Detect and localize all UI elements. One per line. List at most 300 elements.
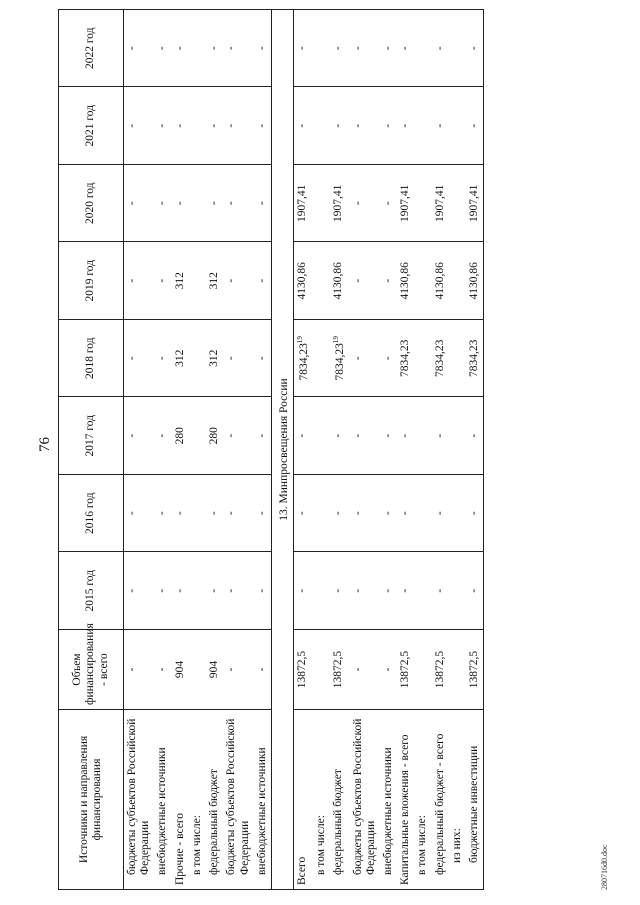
cell-text: 7834,23 — [468, 339, 481, 377]
cell-value — [466, 475, 484, 553]
cell-text: 280 — [173, 427, 186, 445]
cell-value — [313, 397, 330, 475]
cell-value — [449, 165, 466, 243]
cell-value — [189, 320, 206, 398]
cell-text: - — [433, 588, 446, 593]
cell-value — [294, 630, 314, 710]
cell-text: - — [156, 667, 169, 672]
cell-text: - — [399, 588, 412, 593]
cell-value — [206, 10, 223, 88]
col-header-2020: 2020 год — [59, 165, 124, 243]
cell-text: - — [255, 278, 268, 283]
cell-value — [223, 630, 253, 710]
cell-value — [397, 87, 414, 165]
cell-value — [154, 10, 171, 88]
section-heading-body — [271, 10, 293, 890]
cell-value — [313, 552, 330, 630]
cell-text: 4130,86 — [399, 262, 412, 300]
cell-value — [313, 10, 330, 88]
cell-value — [254, 552, 272, 630]
cell-value — [124, 165, 155, 243]
cell-text: - — [208, 588, 221, 593]
cell-value — [254, 165, 272, 243]
cell-value — [330, 475, 349, 553]
cell-value — [189, 397, 206, 475]
cell-value — [350, 475, 380, 553]
cell-value — [397, 475, 414, 553]
cell-value — [350, 397, 380, 475]
cell-value — [350, 87, 380, 165]
cell-value — [414, 475, 431, 553]
cell-value — [254, 10, 272, 88]
cell-value — [294, 475, 314, 553]
cell-value — [380, 10, 397, 88]
cell-value — [223, 397, 253, 475]
cell-value — [294, 320, 314, 398]
table-body-part2 — [294, 10, 484, 890]
cell-value — [449, 630, 466, 710]
cell-value — [313, 475, 330, 553]
cell-text: - — [332, 588, 345, 593]
col-header-2019: 2019 год — [59, 242, 124, 320]
table-row — [466, 10, 484, 890]
cell-value — [397, 630, 414, 710]
cell-value — [223, 320, 253, 398]
cell-value — [189, 475, 206, 553]
cell-text: - — [351, 511, 364, 516]
cell-value — [466, 630, 484, 710]
row-label: федеральный бюджет - всего — [432, 710, 449, 890]
cell-text: - — [173, 201, 186, 206]
cell-value — [172, 10, 189, 88]
cell-text: - — [468, 46, 481, 51]
cell-text: - — [173, 46, 186, 51]
cell-text: - — [255, 511, 268, 516]
cell-value — [313, 87, 330, 165]
cell-text: - — [173, 123, 186, 128]
cell-value — [432, 552, 449, 630]
cell-value — [350, 552, 380, 630]
cell-text: - — [225, 278, 238, 283]
cell-value — [414, 10, 431, 88]
table-row — [294, 10, 314, 890]
row-label: бюджеты субъектов Российской Федерации — [350, 710, 380, 890]
cell-value — [223, 87, 253, 165]
cell-value — [330, 242, 349, 320]
cell-value — [172, 320, 189, 398]
cell-text: - — [351, 46, 364, 51]
cell-value — [330, 320, 349, 398]
cell-value — [350, 630, 380, 710]
cell-value — [449, 320, 466, 398]
cell-text: - — [381, 46, 394, 51]
table-row — [414, 10, 431, 890]
cell-value — [206, 630, 223, 710]
cell-text: - — [208, 511, 221, 516]
cell-text: - — [225, 511, 238, 516]
cell-value — [206, 397, 223, 475]
cell-text: 312 — [173, 349, 186, 367]
cell-text: 7834,23 — [433, 339, 446, 377]
cell-value — [449, 10, 466, 88]
cell-value — [172, 165, 189, 243]
cell-value — [330, 630, 349, 710]
cell-value — [414, 87, 431, 165]
col-header-2021: 2021 год — [59, 87, 124, 165]
cell-value — [189, 630, 206, 710]
cell-value — [313, 242, 330, 320]
cell-value — [254, 630, 272, 710]
cell-value — [432, 630, 449, 710]
cell-text: 904 — [173, 660, 186, 679]
cell-text: - — [351, 356, 364, 361]
cell-value — [154, 630, 171, 710]
rotated-table-container — [58, 10, 640, 890]
cell-value — [294, 165, 314, 243]
cell-text: - — [156, 278, 169, 283]
table-row — [172, 10, 189, 890]
cell-value — [380, 397, 397, 475]
cell-text: - — [173, 511, 186, 516]
cell-text: - — [381, 278, 394, 283]
cell-value — [313, 320, 330, 398]
cell-value — [397, 397, 414, 475]
cell-text: - — [351, 588, 364, 593]
cell-text: - — [173, 588, 186, 593]
col-header-2018: 2018 год — [59, 320, 124, 398]
cell-text: 13872,5 — [399, 650, 412, 689]
cell-value — [189, 552, 206, 630]
table-row — [397, 10, 414, 890]
cell-value — [206, 552, 223, 630]
cell-value — [154, 87, 171, 165]
cell-text: - — [468, 433, 481, 438]
cell-value — [432, 87, 449, 165]
table-row — [449, 10, 466, 890]
cell-text: - — [225, 123, 238, 128]
cell-text: - — [255, 123, 268, 128]
cell-value — [206, 242, 223, 320]
cell-text: 13872,5 — [332, 650, 345, 689]
cell-text: - — [255, 356, 268, 361]
table-row — [206, 10, 223, 890]
cell-text: 13872,5 — [468, 650, 481, 689]
cell-value — [350, 242, 380, 320]
cell-value — [466, 320, 484, 398]
table-row — [223, 10, 253, 890]
cell-value — [432, 242, 449, 320]
cell-value — [449, 397, 466, 475]
cell-text: 4130,86 — [433, 262, 446, 300]
cell-text: 4130,86 — [468, 262, 481, 300]
cell-value — [124, 475, 155, 553]
table-row — [154, 10, 171, 890]
cell-text: - — [296, 511, 309, 516]
cell-value — [330, 552, 349, 630]
cell-value — [223, 165, 253, 243]
cell-text: - — [351, 123, 364, 128]
cell-value — [350, 320, 380, 398]
cell-text: 1907,41 — [433, 184, 446, 222]
row-label: бюджеты субъектов Российской Федерации — [223, 710, 253, 890]
cell-text: - — [126, 123, 138, 128]
cell-value — [449, 475, 466, 553]
table-body-part1 — [124, 10, 272, 890]
row-label: бюджеты субъектов Российской Федерации — [124, 710, 155, 890]
cell-text: - — [433, 511, 446, 516]
cell-value — [414, 552, 431, 630]
cell-text: - — [126, 667, 138, 672]
cell-value — [223, 242, 253, 320]
cell-text: - — [126, 356, 138, 361]
cell-text: - — [296, 433, 309, 438]
cell-value — [189, 87, 206, 165]
cell-value — [397, 242, 414, 320]
cell-value — [189, 242, 206, 320]
cell-text: 904 — [208, 660, 221, 679]
cell-text: - — [156, 511, 169, 516]
cell-value — [432, 320, 449, 398]
table-row — [432, 10, 449, 890]
footer-filename: 280716d0.doc — [600, 844, 609, 890]
cell-value — [254, 242, 272, 320]
table-row — [124, 10, 155, 890]
cell-value — [124, 630, 155, 710]
cell-text: 1907,41 — [296, 184, 309, 222]
cell-value — [414, 397, 431, 475]
cell-value — [154, 320, 171, 398]
cell-value — [254, 320, 272, 398]
cell-value — [124, 10, 155, 88]
cell-text: - — [381, 123, 394, 128]
cell-text: 280 — [208, 427, 221, 445]
cell-text: - — [255, 201, 268, 206]
cell-text: - — [156, 433, 169, 438]
cell-text: - — [381, 201, 394, 206]
cell-value — [294, 397, 314, 475]
cell-text: - — [225, 356, 238, 361]
cell-value — [432, 475, 449, 553]
cell-text: - — [126, 278, 138, 283]
cell-text: - — [351, 433, 364, 438]
cell-text: - — [381, 588, 394, 593]
cell-text: 312 — [208, 349, 221, 367]
table-row — [189, 10, 206, 890]
cell-text: - — [156, 123, 169, 128]
cell-text: - — [351, 278, 364, 283]
cell-text: - — [255, 433, 268, 438]
cell-text: - — [332, 433, 345, 438]
cell-value — [330, 165, 349, 243]
cell-text: - — [156, 588, 169, 593]
cell-text: - — [225, 588, 238, 593]
cell-text: - — [381, 511, 394, 516]
cell-value — [449, 87, 466, 165]
cell-value — [432, 10, 449, 88]
cell-value — [172, 475, 189, 553]
cell-text: - — [381, 667, 394, 672]
cell-value — [432, 397, 449, 475]
row-label: в том числе: — [414, 710, 431, 890]
col-header-2016: 2016 год — [59, 475, 124, 553]
cell-text: 13872,5 — [296, 650, 309, 689]
cell-value — [124, 87, 155, 165]
cell-text: - — [225, 667, 238, 672]
cell-value — [154, 475, 171, 553]
cell-text: - — [296, 588, 309, 593]
cell-value — [449, 552, 466, 630]
row-label: Капитальные вложения - всего — [397, 710, 414, 890]
cell-text: - — [399, 511, 412, 516]
table-row — [350, 10, 380, 890]
cell-text: - — [399, 46, 412, 51]
table-row — [313, 10, 330, 890]
cell-text: - — [126, 588, 138, 593]
cell-text: - — [332, 123, 345, 128]
cell-value — [294, 242, 314, 320]
col-header-total: Объем финансирования - всего — [59, 630, 124, 710]
cell-text: - — [126, 46, 138, 51]
cell-text: - — [433, 123, 446, 128]
cell-text: - — [208, 46, 221, 51]
cell-value — [330, 10, 349, 88]
cell-value — [294, 552, 314, 630]
cell-text: - — [126, 201, 138, 206]
cell-text: - — [225, 46, 238, 51]
cell-text: - — [225, 433, 238, 438]
cell-value — [380, 242, 397, 320]
row-label: внебюджетные источники — [254, 710, 272, 890]
cell-value — [124, 320, 155, 398]
cell-value — [449, 242, 466, 320]
cell-value — [189, 165, 206, 243]
cell-value — [172, 87, 189, 165]
row-label: бюджетные инвестиции — [466, 710, 484, 890]
cell-value — [206, 320, 223, 398]
page-number: 76 — [37, 437, 53, 452]
table-row — [380, 10, 397, 890]
cell-text: - — [381, 433, 394, 438]
cell-value — [466, 10, 484, 88]
cell-value — [206, 165, 223, 243]
cell-value — [172, 552, 189, 630]
cell-text: - — [468, 588, 481, 593]
cell-value — [397, 320, 414, 398]
cell-value — [397, 552, 414, 630]
cell-text: - — [225, 201, 238, 206]
cell-value — [124, 242, 155, 320]
cell-value — [330, 87, 349, 165]
cell-text: - — [126, 511, 138, 516]
cell-value — [466, 87, 484, 165]
cell-text: 312 — [173, 272, 186, 290]
cell-text: 1907,41 — [332, 184, 345, 222]
cell-value — [172, 397, 189, 475]
col-header-source: Источники и направления финансирования — [59, 710, 124, 890]
cell-value — [172, 630, 189, 710]
section-title: 13. Минпросвещения России — [271, 10, 293, 890]
cell-value — [223, 10, 253, 88]
cell-value — [172, 242, 189, 320]
cell-value — [124, 552, 155, 630]
cell-value — [397, 165, 414, 243]
cell-text: - — [332, 46, 345, 51]
row-label: внебюджетные источники — [154, 710, 171, 890]
cell-text: - — [351, 201, 364, 206]
cell-value — [313, 165, 330, 243]
cell-text: - — [255, 588, 268, 593]
col-header-2015: 2015 год — [59, 552, 124, 630]
table-row — [330, 10, 349, 890]
cell-value — [206, 87, 223, 165]
cell-text: 7834,23 — [298, 343, 311, 381]
col-header-2017: 2017 год — [59, 397, 124, 475]
cell-value — [154, 552, 171, 630]
cell-text: - — [208, 123, 221, 128]
cell-value — [294, 87, 314, 165]
cell-text: 312 — [208, 272, 221, 290]
cell-text: - — [255, 667, 268, 672]
cell-value — [414, 630, 431, 710]
cell-value — [414, 165, 431, 243]
cell-text: - — [468, 123, 481, 128]
cell-value — [380, 320, 397, 398]
cell-value — [154, 397, 171, 475]
footnote-marker: 19 — [296, 336, 305, 344]
cell-text: - — [433, 46, 446, 51]
cell-text: - — [156, 356, 169, 361]
cell-text: - — [381, 356, 394, 361]
cell-text: 4130,86 — [296, 262, 309, 300]
cell-value — [330, 397, 349, 475]
row-label: в том числе: — [189, 710, 206, 890]
cell-text: - — [399, 433, 412, 438]
table-row — [254, 10, 272, 890]
cell-text: - — [156, 201, 169, 206]
row-label: в том числе: — [313, 710, 330, 890]
cell-value — [380, 475, 397, 553]
cell-value — [432, 165, 449, 243]
cell-text: - — [255, 46, 268, 51]
row-label: федеральный бюджет — [206, 710, 223, 890]
cell-value — [350, 165, 380, 243]
financing-table — [58, 9, 484, 890]
cell-value — [223, 475, 253, 553]
cell-value — [154, 242, 171, 320]
cell-text: - — [433, 433, 446, 438]
cell-text: - — [296, 123, 309, 128]
cell-value — [380, 630, 397, 710]
cell-value — [350, 10, 380, 88]
cell-value — [380, 87, 397, 165]
section-row — [271, 10, 293, 890]
cell-value — [223, 552, 253, 630]
cell-value — [466, 165, 484, 243]
cell-value — [414, 320, 431, 398]
cell-value — [189, 10, 206, 88]
cell-text: 4130,86 — [332, 262, 345, 300]
row-label: Всего — [294, 710, 314, 890]
row-label: внебюджетные источники — [380, 710, 397, 890]
cell-value — [466, 552, 484, 630]
cell-text: - — [126, 433, 138, 438]
cell-value — [313, 630, 330, 710]
cell-text: - — [208, 201, 221, 206]
cell-text: 13872,5 — [433, 650, 446, 689]
cell-text: - — [468, 511, 481, 516]
cell-text: 1907,41 — [468, 184, 481, 222]
cell-text: - — [156, 46, 169, 51]
